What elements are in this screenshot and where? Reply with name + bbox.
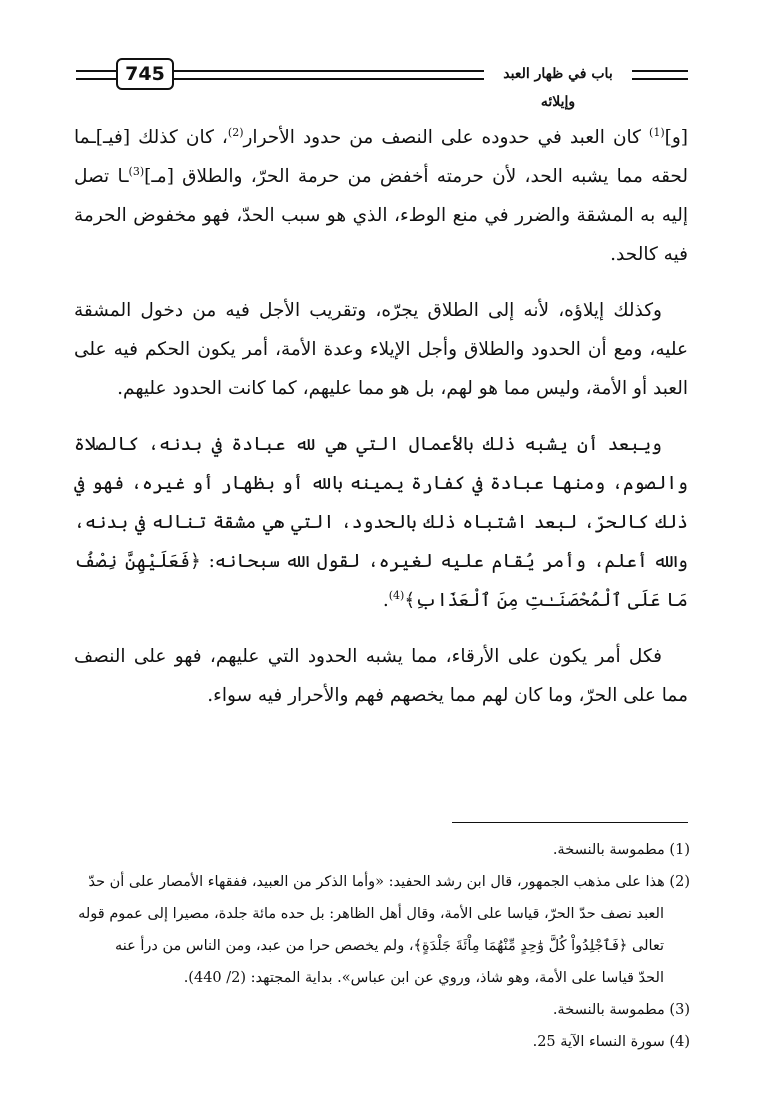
paragraph-2: وكذلك إيلاؤه، لأنه إلى الطلاق يجرّه، وتقريب الأجل فيه من دخول المشقة عليه، ومع أن الحدود والطلاق وأجل الإيلاء وعدة الأمة، أمر يكون الحكم فيه على العبد أو الأمة، وليس مما هو لهم، بل هو مما عليهم، كما كانت الحدود عليهم. [74,300,688,399]
footnote-1: (1) مطموسة بالنسخة. [552,842,690,858]
paragraph-3: ويبعد أن يشبه ذلك بالأعمال التي هي لله عبادة في بدنه، كالصلاة والصوم، ومنها عبادة في كفارة يمينه بالله أو بظهار أو غيره، فهو في ذلك كالحرّ، لبعد اشتباه ذلك بالحدود، التي هي مشقة تناله في بدنه، والله أعلم، وأمر يُقام عليه لغيره، لقول الله سبحانه: ﴿فَعَلَيْهِنَّ نِصْفُ مَا عَلَى ٱلْمُحْصَنَـٰتِ مِنَ ٱلْعَذَابِ﴾$^{(4)}$. [74,434,688,611]
footnote-2-line-3: تعالى ﴿فَٱجْلِدُواْ كُلَّ وَٰحِدٍ مِّنْهُمَا مِاْئَةَ جَلْدَةٍ﴾، ولم يخصص حرا من عبد، ومن الناس من درأ عنه [114,938,664,954]
header-rule-left [76,70,116,80]
header-rule-right [632,70,688,80]
footnote-ref-4: (4) [388,588,405,602]
footnote-2-line-2: العبد نصف حدّ الحرّ، قياسا على الأمة، وقال أهل الظاهر: بل حده مائة جلدة، مصيرا إلى عموم قوله [78,906,664,922]
footnote-ref-2: (2) [227,125,244,139]
footnote-ref-3: (3) [128,164,145,178]
main-text [74,118,688,732]
page-header [76,52,688,110]
paragraph-4: فكل أمر يكون على الأرقاء، مما يشبه الحدود التي عليهم، فهو على النصف مما على الحرّ، وما كان لهم مما يخصهم فهم والأحرار فيه سواء. [74,646,688,706]
page-number: 745 [116,58,174,90]
footnote-4: (4) سورة النساء الآية 25. [532,1034,690,1050]
running-title: باب في ظهار العبد وإيلائه [503,66,613,110]
paragraph-1: [و]$^{(1)}$ كان العبد في حدوده على النصف من حدود الأحرار$^{(2)}$، كان كذلك [فيـ]ـما لحقه مما يشبه الحد، لأن حرمته أخفض من حرمة الحرّ، والطلاق [مـ]$^{(3)}$ـا تصل إليه به المشقة والضرر في منع الوطء، الذي هو سبب الحدّ، فهو مخفوض الحرمة فيه كالحد. [74,125,689,265]
footnote-2-line-4: الحدّ قياسا على الأمة، وهو شاذ، وروي عن ابن عباس». بداية المجتهد: (2/ 440). [183,970,664,986]
header-rule-middle [174,70,484,80]
quran-verse: ﴿فَعَلَيْهِنَّ نِصْفُ مَا عَلَى ٱلْمُحْصَنَـٰتِ مِنَ ٱلْعَذَابِ﴾ [74,551,688,611]
footnote-3: (3) مطموسة بالنسخة. [552,1002,690,1018]
footnotes [74,834,690,1058]
footnote-2: (2) هذا على مذهب الجمهور، قال ابن رشد الحفيد: «وأما الذكر من العبيد، ففقهاء الأمصار على أن حدّ [88,874,690,890]
footnote-separator [452,822,688,823]
footnote-ref-1: (1) [649,125,665,139]
